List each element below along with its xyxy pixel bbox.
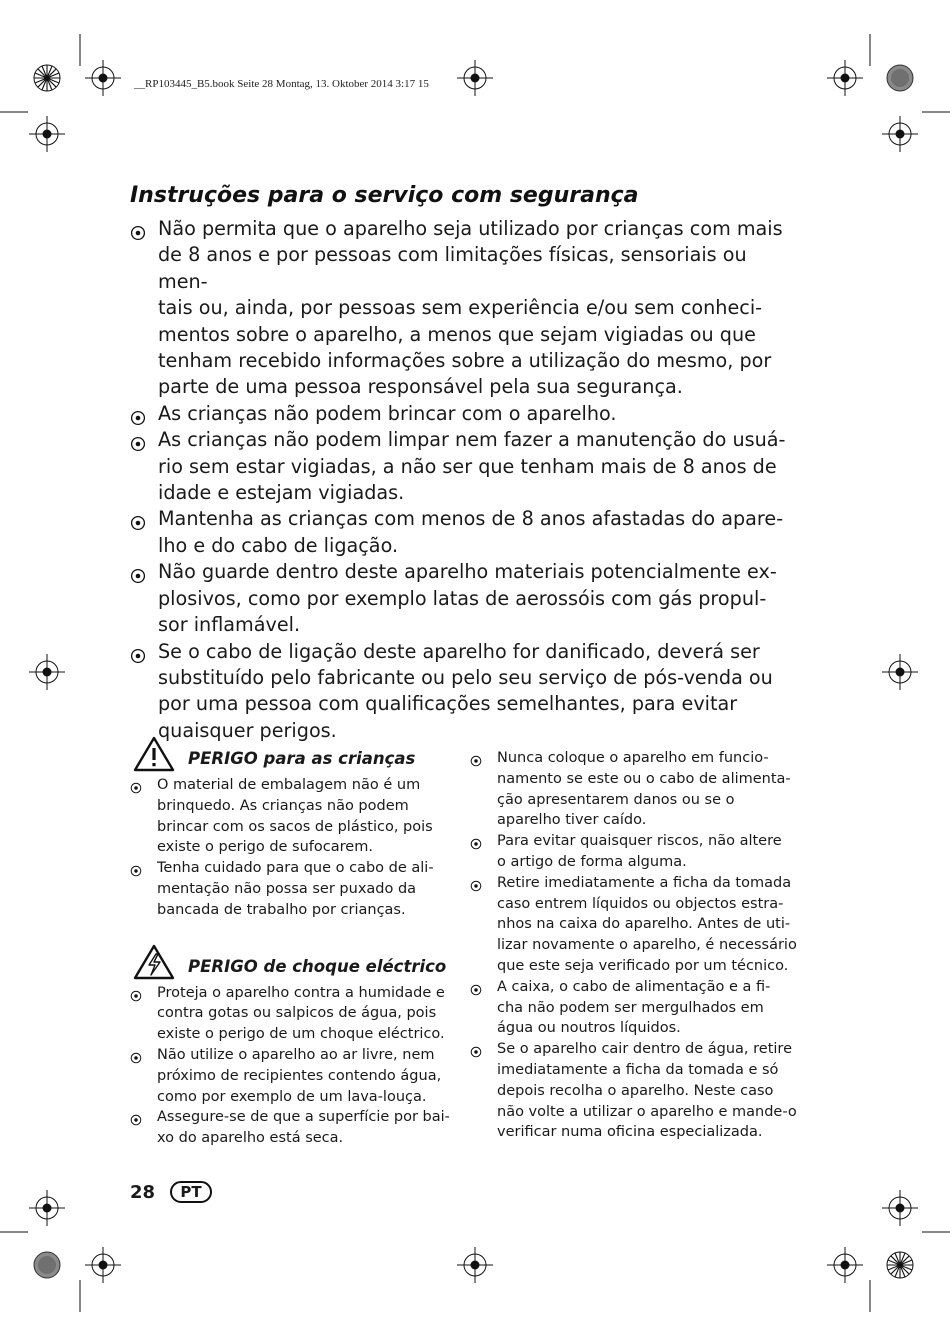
list-item: [130, 427, 795, 506]
item-text-line: sor inflamável.: [158, 613, 301, 637]
list-item: [470, 748, 800, 831]
list-item: [470, 1039, 800, 1143]
item-text-line: lho e do cabo de ligação.: [158, 533, 399, 557]
item-text-line: plosivos, como por exemplo latas de aerossóis com gás propul-: [158, 586, 767, 610]
circled-dot-icon: [470, 836, 482, 848]
list-item: [130, 559, 795, 638]
item-text-line: namento se este ou o cabo de alimenta-: [497, 770, 791, 787]
right-column: [470, 748, 800, 1143]
item-text-line: A caixa, o cabo de alimentação e a fi-: [497, 978, 771, 995]
circled-dot-icon: [130, 565, 146, 581]
item-text-line: quaisquer perigos.: [158, 718, 337, 742]
list-item: [130, 216, 795, 401]
right-column-list: [470, 748, 800, 1143]
item-text-line: Se o cabo de ligação deste aparelho for danificado, deverá ser: [158, 639, 760, 663]
item-text-line: água ou noutros líquidos.: [497, 1020, 681, 1037]
list-item: [130, 401, 795, 427]
item-text-line: mentação não possa ser puxado da: [157, 880, 417, 897]
item-text-line: Não utilize o aparelho ao ar livre, nem: [157, 1046, 435, 1063]
item-text-line: por uma pessoa com qualificações semelhantes, para evitar: [158, 692, 738, 716]
danger-children-header: [130, 735, 460, 775]
item-text-line: mentos sobre o aparelho, a menos que sejam vigiadas ou que: [158, 322, 756, 346]
item-text-line: tenham recebido informações sobre a utilização do mesmo, por: [158, 349, 772, 373]
circled-dot-icon: [130, 780, 142, 792]
item-text-line: nhos na caixa do aparelho. Antes de uti-: [497, 916, 791, 933]
circled-dot-icon: [470, 1044, 482, 1056]
danger-shock-header: [130, 943, 460, 983]
list-item: [130, 858, 460, 920]
item-text-line: Não permita que o aparelho seja utilizado por crianças com mais: [158, 217, 783, 240]
circled-dot-icon: [130, 407, 146, 423]
item-text-line: o artigo de forma alguma.: [497, 853, 687, 870]
item-text-line: O material de embalagem não é um: [157, 777, 421, 793]
circled-dot-icon: [130, 433, 146, 449]
item-text-line: existe o perigo de sufocarem.: [157, 839, 373, 856]
circled-dot-icon: [130, 645, 146, 661]
circled-dot-icon: [130, 988, 142, 1000]
item-text-line: Retire imediatamente a ficha da tomada: [497, 874, 792, 891]
list-item: [130, 639, 795, 745]
page-title: Instruções para o serviço com segurança: [130, 183, 639, 208]
warning-triangle-icon: [132, 735, 176, 773]
item-text-line: próximo de recipientes contendo água,: [157, 1067, 442, 1084]
item-text-line: lizar novamente o aparelho, é necessário: [497, 937, 797, 954]
circled-dot-icon: [130, 222, 146, 238]
item-text-line: brincar com os sacos de plástico, pois: [157, 818, 433, 835]
list-item: [470, 831, 800, 873]
item-text-line: Não guarde dentro deste aparelho materiais potencialmente ex-: [158, 560, 777, 584]
item-text-line: tais ou, ainda, por pessoas sem experiência e/ou sem conheci-: [158, 296, 763, 320]
circled-dot-icon: [130, 1112, 142, 1124]
list-item: [130, 775, 460, 858]
danger-shock-list: [130, 983, 460, 1149]
item-text-line: Mantenha as crianças com menos de 8 anos afastadas do apare-: [158, 507, 784, 531]
safety-instructions-list: [130, 216, 795, 744]
item-text-line: cha não podem ser mergulhados em: [497, 999, 764, 1016]
list-item: [470, 873, 800, 977]
item-text-line: que este seja verificado por um técnico.: [497, 957, 789, 974]
item-text-line: rio sem estar vigiadas, a não ser que tenham mais de 8 anos de: [158, 454, 777, 478]
danger-children-list: [130, 775, 460, 921]
item-text-line: ção apresentarem danos ou se o: [497, 791, 735, 808]
circled-dot-icon: [130, 1050, 142, 1062]
list-item: [130, 1045, 460, 1107]
danger-shock-heading: PERIGO de choque eléctrico: [188, 956, 447, 976]
item-text-line: existe o perigo de um choque eléctrico.: [157, 1026, 445, 1043]
list-item: [130, 983, 460, 1045]
item-text-line: Tenha cuidado para que o cabo de ali-: [157, 860, 434, 877]
item-text-line: Proteja o aparelho contra a humidade e: [157, 984, 445, 1001]
circled-dot-icon: [130, 863, 142, 875]
page-number: 28: [130, 1182, 156, 1203]
circled-dot-icon: [130, 512, 146, 528]
item-text-line: Assegure-se de que a superfície por bai-: [157, 1109, 450, 1126]
item-text-line: Nunca coloque o aparelho em funcio-: [497, 750, 769, 766]
item-text-line: verificar numa oficina especializada.: [497, 1124, 763, 1141]
list-item: [470, 977, 800, 1039]
item-text-line: não volte a utilizar o aparelho e mande-o: [497, 1103, 797, 1120]
left-column: [130, 735, 460, 1149]
item-text-line: caso entrem líquidos ou objectos estra-: [497, 895, 784, 912]
item-text-line: Para evitar quaisquer riscos, não altere: [497, 833, 782, 850]
list-item: [130, 1107, 460, 1149]
print-file-info: __RP103445_B5.book Seite 28 Montag, 13. Oktober 2014 3:17 15: [134, 78, 429, 90]
item-text-line: Se o aparelho cair dentro de água, retire: [497, 1041, 792, 1058]
item-text-line: As crianças não podem brincar com o aparelho.: [158, 401, 617, 425]
circled-dot-icon: [470, 878, 482, 890]
item-text-line: aparelho tiver caído.: [497, 812, 647, 829]
list-item: [130, 506, 795, 559]
item-text-line: contra gotas ou salpicos de água, pois: [157, 1005, 437, 1022]
circled-dot-icon: [470, 982, 482, 994]
electric-shock-warning-icon: [132, 943, 176, 981]
item-text-line: xo do aparelho está seca.: [157, 1130, 344, 1147]
item-text-line: idade e estejam vigiadas.: [158, 481, 405, 505]
item-text-line: de 8 anos e por pessoas com limitações físicas, sensoriais ou men-: [158, 243, 747, 293]
item-text-line: depois recolha o aparelho. Neste caso: [497, 1082, 774, 1099]
item-text-line: As crianças não podem limpar nem fazer a manutenção do usuá-: [158, 428, 786, 452]
item-text-line: parte de uma pessoa responsável pela sua segurança.: [158, 375, 683, 399]
language-badge: PT: [170, 1181, 212, 1203]
circled-dot-icon: [470, 753, 482, 765]
item-text-line: bancada de trabalho por crianças.: [157, 901, 406, 918]
item-text-line: brinquedo. As crianças não podem: [157, 797, 409, 814]
item-text-line: imediatamente a ficha da tomada e só: [497, 1061, 779, 1078]
item-text-line: substituído pelo fabricante ou pelo seu serviço de pós-venda ou: [158, 665, 773, 689]
danger-children-heading: PERIGO para as crianças: [188, 749, 416, 768]
item-text-line: como por exemplo de um lava-louça.: [157, 1088, 427, 1105]
